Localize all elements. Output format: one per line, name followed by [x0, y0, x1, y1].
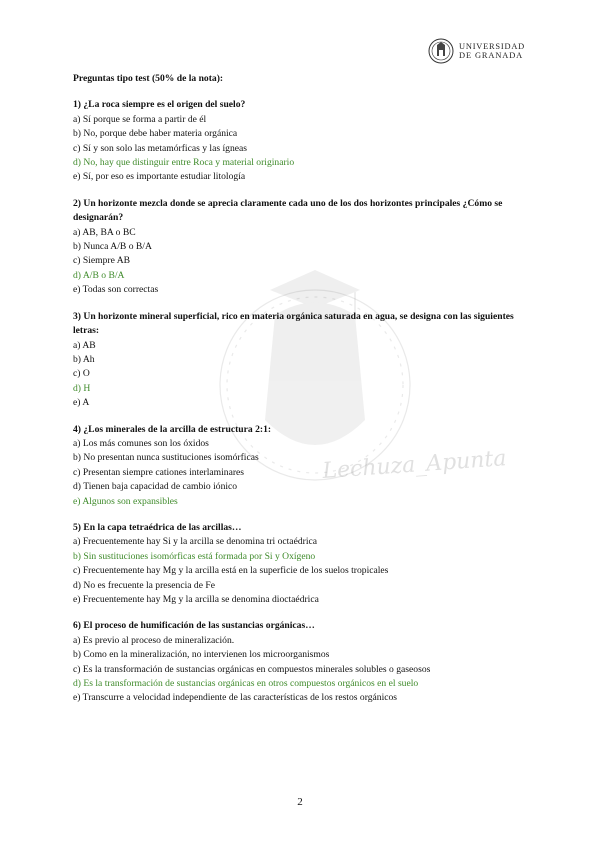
answer-option-correct: e) Algunos son expansibles — [73, 495, 178, 507]
answer-option: c) Frecuentemente hay Mg y la arcilla está en la superficie de los suelos tropicales — [73, 565, 389, 577]
question-3 — [73, 310, 533, 411]
answer-option: c) Siempre AB — [73, 255, 131, 267]
answer-option: a) Frecuentemente hay Si y la arcilla se denomina tri octaédrica — [73, 536, 317, 548]
question-title: 2) Un horizonte mezcla donde se aprecia claramente cada uno de los dos horizontes principales ¿Cómo se designarán? — [73, 197, 503, 224]
question-4 — [73, 423, 533, 509]
answer-option: b) Nunca A/B o B/A — [73, 241, 152, 253]
answer-option: a) AB — [73, 339, 96, 351]
answer-option: c) Sí y son solo las metamórficas y las ígneas — [73, 142, 247, 154]
question-title: 3) Un horizonte mineral superficial, rico en materia orgánica saturada en agua, se designa con las siguientes letras: — [73, 310, 514, 337]
question-5 — [73, 521, 533, 607]
question-title: 5) En la capa tetraédrica de las arcillas… — [73, 521, 242, 533]
answer-option-correct: d) A/B o B/A — [73, 269, 125, 281]
answer-option: c) Presentan siempre cationes interlaminares — [73, 466, 245, 478]
question-1 — [73, 98, 533, 184]
answer-option: a) Los más comunes son los óxidos — [73, 437, 209, 449]
question-title: 4) ¿Los minerales de la arcilla de estructura 2:1: — [73, 423, 272, 435]
answer-option: b) Ah — [73, 353, 95, 365]
question-list — [73, 98, 533, 705]
logo-line-1: UNIVERSIDAD — [459, 41, 526, 51]
answer-option: e) Transcurre a velocidad independiente de las características de los restos orgánicos — [73, 692, 398, 704]
answer-option: d) No es frecuente la presencia de Fe — [73, 579, 215, 591]
question-title: 6) El proceso de humificación de las sustancias orgánicas… — [73, 620, 315, 632]
university-logo — [428, 38, 525, 64]
university-name — [459, 42, 525, 61]
answer-option: e) A — [73, 397, 90, 409]
question-2 — [73, 197, 533, 298]
answer-option: b) No, porque debe haber materia orgánica — [73, 128, 238, 140]
answer-option: e) Frecuentemente hay Mg y la arcilla se denomina dioctaédrica — [73, 594, 319, 605]
answer-option: b) No presentan nunca sustituciones isomórficas — [73, 452, 259, 464]
answer-option: a) Sí porque se forma a partir de él — [73, 113, 207, 125]
page-number: 2 — [297, 796, 303, 808]
answer-option-correct: b) Sin sustituciones isomórficas está formada por Si y Oxígeno — [73, 550, 316, 562]
answer-option: e) Todas son correctas — [73, 284, 159, 296]
answer-option: c) Es la transformación de sustancias orgánicas en compuestos minerales solubles o gaseosos — [73, 663, 431, 675]
answer-option-correct: d) No, hay que distinguir entre Roca y material originario — [73, 157, 295, 169]
question-title: 1) ¿La roca siempre es el origen del suelo? — [73, 99, 246, 111]
question-6 — [73, 619, 533, 705]
answer-option: d) Tienen baja capacidad de cambio iónico — [73, 481, 238, 493]
answer-option-correct: d) Es la transformación de sustancias orgánicas en otros compuestos orgánicos en el suelo — [73, 678, 419, 690]
answer-option: c) O — [73, 368, 90, 380]
logo-line-2: DE GRANADA — [459, 51, 524, 60]
watermark-text: Lechuza_Apunta — [321, 446, 508, 484]
answer-option-correct: d) H — [73, 382, 91, 394]
exam-content — [73, 72, 533, 718]
answer-option: e) Sí, por eso es importante estudiar litología — [73, 171, 246, 183]
answer-option: a) Es previo al proceso de mineralización. — [73, 634, 235, 646]
answer-option: b) Como en la mineralización, no intervienen los microorganismos — [73, 649, 330, 661]
section-title: Preguntas tipo test (50% de la nota): — [73, 73, 224, 84]
university-seal-icon — [428, 38, 454, 64]
answer-option: a) AB, BA o BC — [73, 226, 136, 238]
